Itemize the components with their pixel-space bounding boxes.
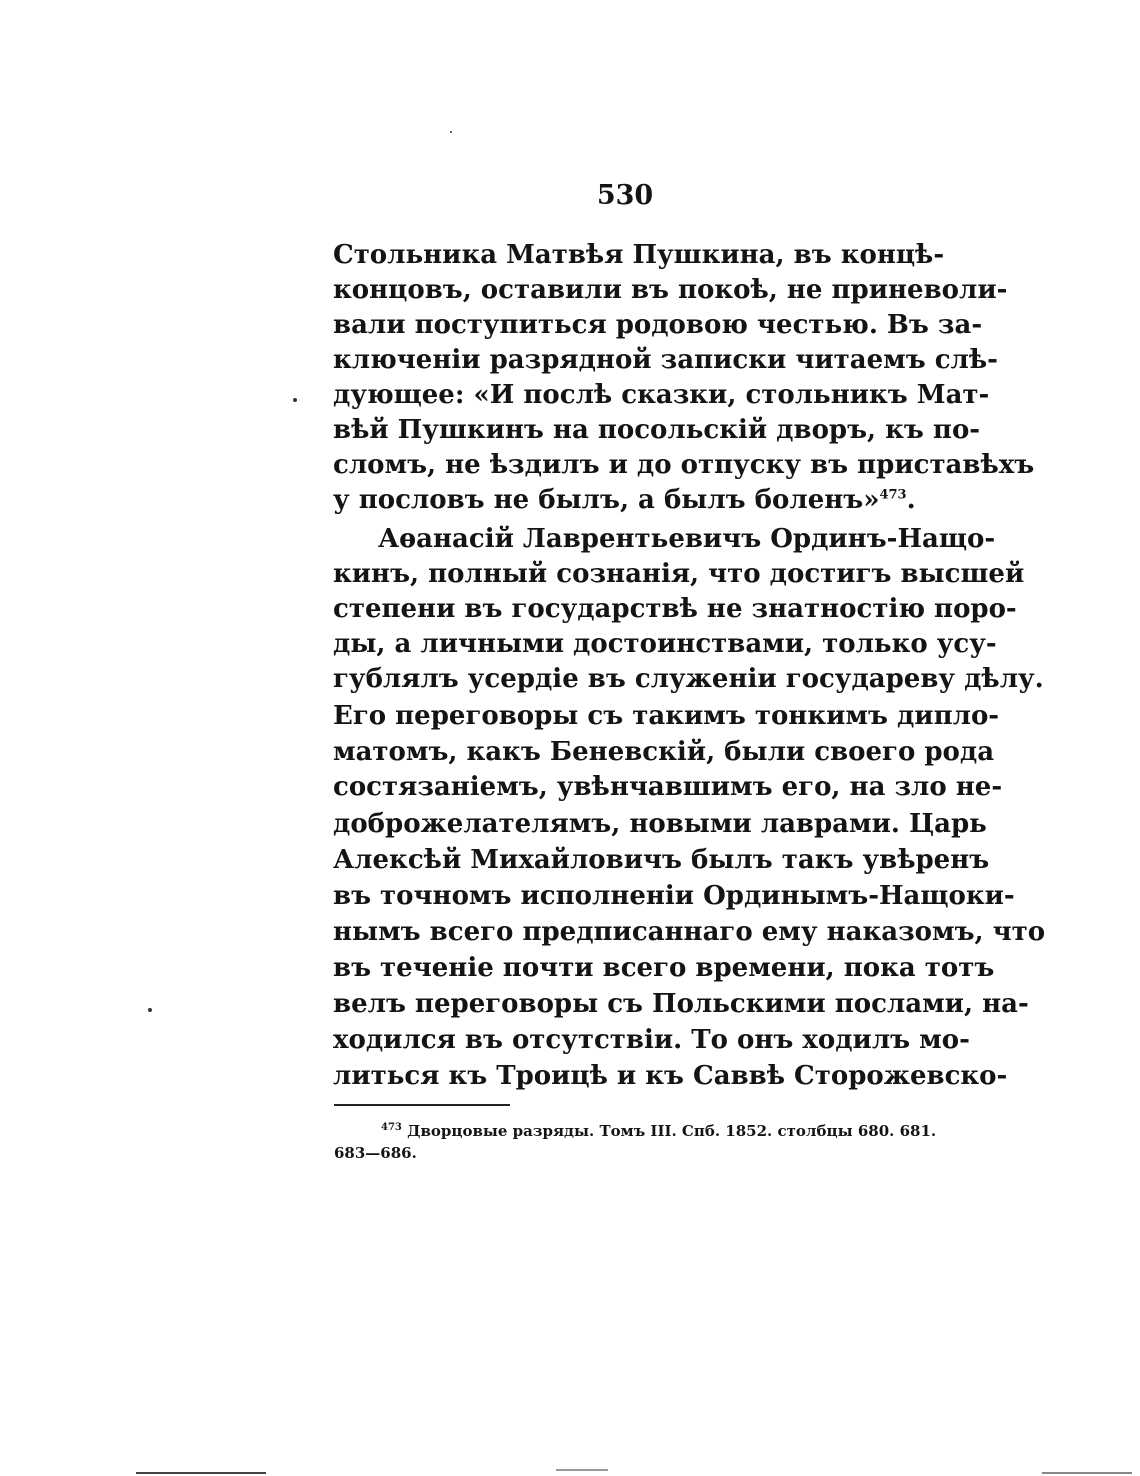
text-line: ды, а личными достоинствами, только усу- xyxy=(333,629,997,659)
text-line: степени въ государствѣ не знатностію поро- xyxy=(333,594,1017,624)
margin-speck xyxy=(293,398,297,402)
text-line: состязаніемъ, увѣнчавшимъ его, на зло не- xyxy=(333,772,1003,802)
text-line: дующее: «И послѣ сказки, стольникъ Мат- xyxy=(333,380,990,410)
text-line: доброжелателямъ, новыми лаврами. Царь xyxy=(333,809,987,839)
footnote-divider xyxy=(334,1104,510,1106)
text-line: вали поступиться родовою честью. Въ за- xyxy=(333,310,983,340)
text-line: вѣй Пушкинъ на посольскій дворъ, къ по- xyxy=(333,415,981,445)
scan-edge-mark xyxy=(556,1469,608,1471)
text-line: въ точномъ исполненіи Ординымъ-Нащоки- xyxy=(333,881,1015,911)
text-line: Алексѣй Михайловичъ былъ такъ увѣренъ xyxy=(333,845,990,875)
text-line: концовъ, оставили въ покоѣ, не приневоли- xyxy=(333,275,1008,305)
footnote-reference: 473 xyxy=(879,487,907,503)
text-line: нымъ всего предписаннаго ему наказомъ, что xyxy=(333,917,1046,947)
text-line: литься къ Троицѣ и къ Саввѣ Сторожевско- xyxy=(333,1061,1008,1091)
text-line: Стольника Матвѣя Пушкина, въ концѣ- xyxy=(333,240,945,270)
text-line: велъ переговоры съ Польскими послами, на- xyxy=(333,989,1029,1019)
text-line: Его переговоры съ такимъ тонкимъ дипло- xyxy=(333,701,1000,731)
text-line: ходился въ отсутствіи. То онъ ходилъ мо- xyxy=(333,1025,970,1055)
text-line: у пословъ не былъ, а былъ боленъ»$^{473}$. xyxy=(333,485,916,515)
text-line: кинъ, полный сознанія, что достигъ высшей xyxy=(333,559,1025,589)
page-number: 530 xyxy=(596,180,654,211)
footnote-text: 683—686. xyxy=(334,1144,417,1162)
text-line: сломъ, не ѣздилъ и до отпуску въ приставѣхъ xyxy=(333,450,1035,480)
footnote-text: $^{473}$ Дворцовые разряды. Томъ III. Спб. 1852. столбцы 680. 681. xyxy=(381,1122,937,1140)
scan-edge-mark xyxy=(136,1472,266,1474)
text-line: матомъ, какъ Беневскій, были своего рода xyxy=(333,737,995,767)
margin-speck xyxy=(148,1008,152,1012)
text-line: гублялъ усердіе въ служеніи государеву дѣлу. xyxy=(333,664,1044,694)
text-line: Аѳанасій Лаврентьевичъ Ординъ-Нащо- xyxy=(378,524,996,554)
text-line: въ теченіе почти всего времени, пока тотъ xyxy=(333,953,995,983)
margin-speck xyxy=(450,131,452,133)
text-line: ключеніи разрядной записки читаемъ слѣ- xyxy=(333,345,998,375)
footnote-number: 473 xyxy=(381,1122,402,1133)
scan-edge-mark xyxy=(1042,1472,1132,1474)
